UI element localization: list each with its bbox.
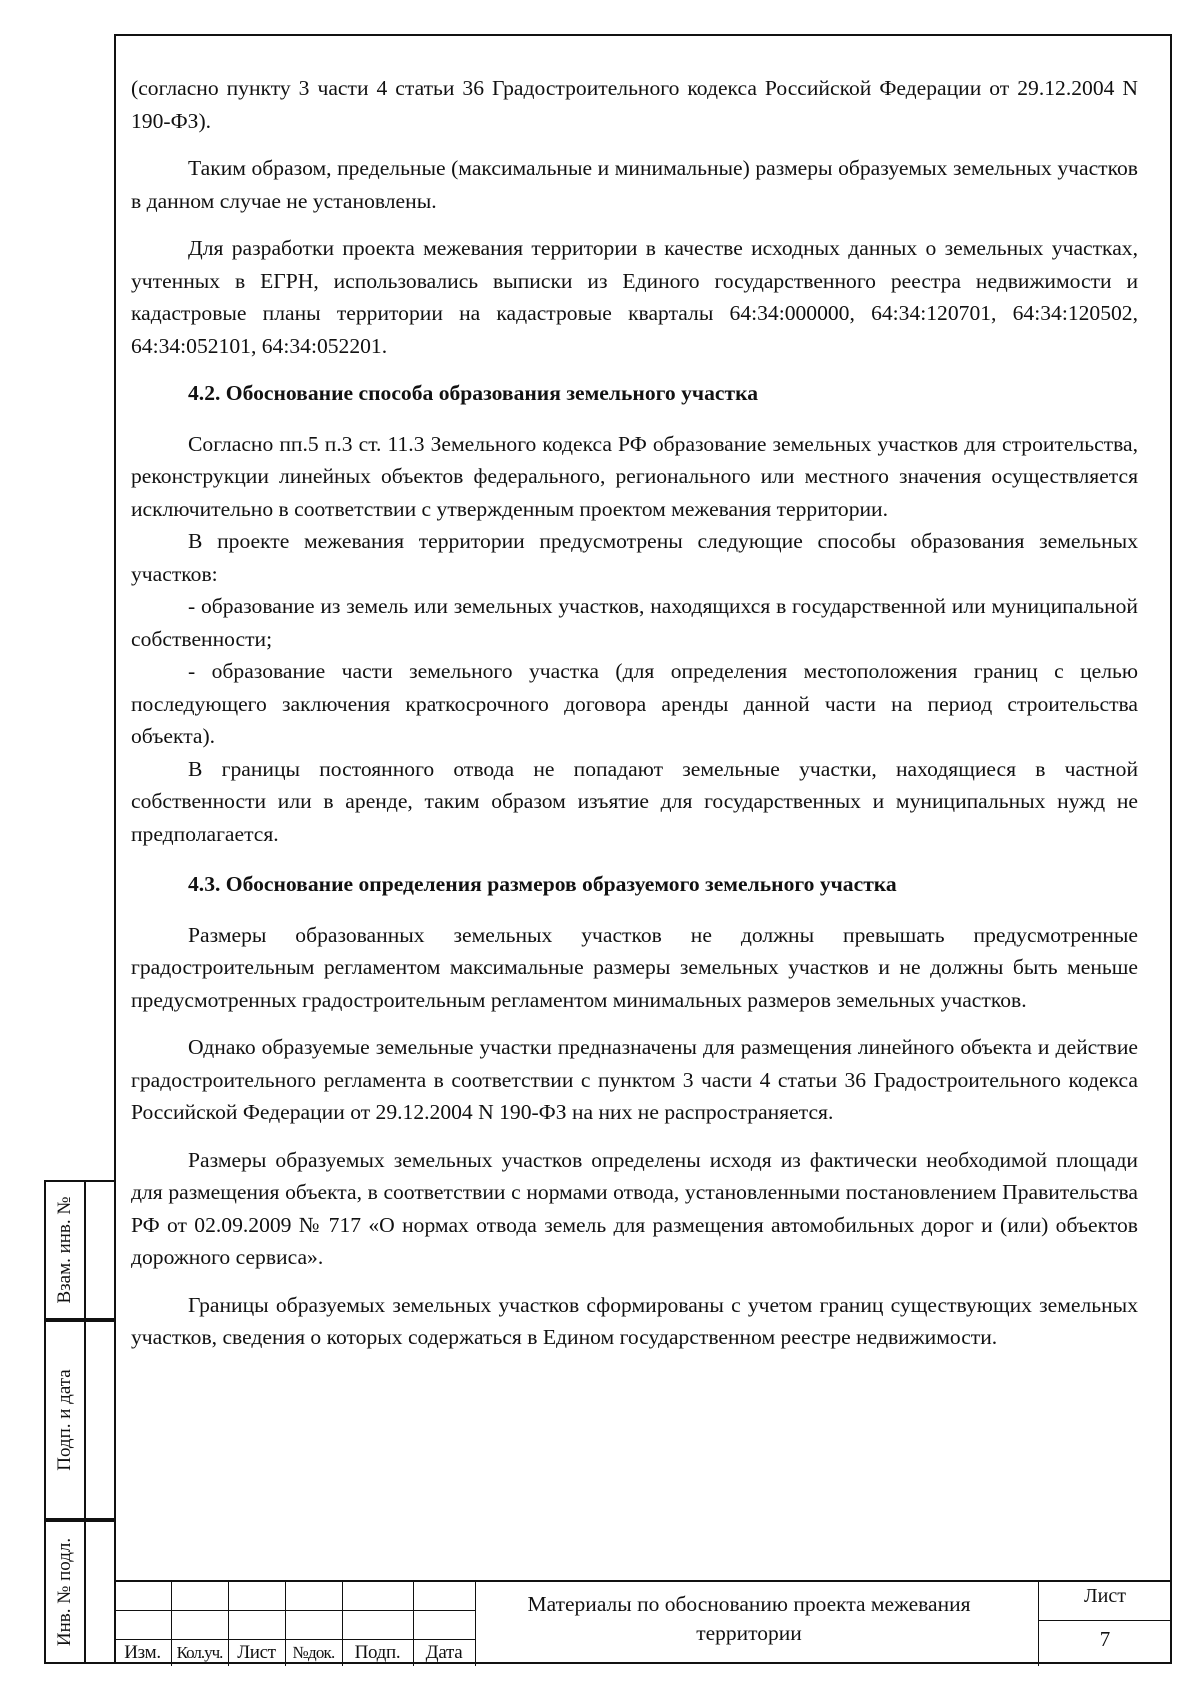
paragraph: Для разработки проекта межевания территории в качестве исходных данных о земельных участках, учтенных в ЕГРН, использовались выписки из Единого государственного реестра недвижимости и кадастровые планы территории на кадастровые кварталы 64:34:000000, 64:34:120701, 64:34:120502, 64:34:052101, 64:34:052201.	[131, 236, 1138, 358]
paragraph: Однако образуемые земельные участки предназначены для размещения линейного объекта и действие градостроительного регламента в соответствии с пунктом 3 части 4 статьи 36 Градостроительного кодекса Российской Федерации от 29.12.2004 N 190-ФЗ на них не распространяется.	[131, 1035, 1138, 1124]
document-title: Материалы по обоснованию проекта межевания территории	[527, 1592, 971, 1645]
title-block	[114, 1580, 1172, 1664]
col-podp: Подп.	[354, 1642, 401, 1663]
col-data: Дата	[425, 1642, 463, 1663]
paragraph: Таким образом, предельные (максимальные и минимальные) размеры образуемых земельных участков в данном случае не установлены.	[131, 156, 1138, 213]
sheet-number: 7	[1099, 1627, 1111, 1651]
side-stamp-label: Взам. инв. №	[54, 1196, 75, 1304]
col-list: Лист	[237, 1642, 276, 1663]
paragraph: (согласно пункту 3 части 4 статьи 36 Градостроительного кодекса Российской Федерации от 29.12.2004 N 190-ФЗ).	[131, 76, 1138, 133]
side-stamp-vzam	[44, 1180, 114, 1320]
col-ndok: №док.	[292, 1643, 335, 1662]
list-item: - образование из земель или земельных участков, находящихся в государственной или муниципальной собственности;	[131, 594, 1138, 651]
paragraph: В проекте межевания территории предусмотрены следующие способы образования земельных участков:	[131, 529, 1138, 586]
side-stamp-label: Инв. № подл.	[54, 1537, 75, 1647]
section-heading-4-3: 4.3. Обоснование определения размеров образуемого земельного участка	[188, 872, 897, 896]
col-izm: Изм.	[124, 1642, 161, 1663]
paragraph: Размеры образуемых земельных участков определены исходя из фактически необходимой площади для размещения объекта, в соответствии с нормами отвода, установленными постановлением Правительства РФ от 02.09.2009 № 717 «О нормах отвода земель для размещения автомобильных дорог и (или) объектов дорожного сервиса».	[131, 1147, 1138, 1269]
side-stamp-podp	[44, 1320, 114, 1520]
section-heading-4-2: 4.2. Обоснование способа образования земельного участка	[188, 381, 758, 405]
side-stamp-inv	[44, 1520, 114, 1664]
paragraph: Размеры образованных земельных участков не должны превышать предусмотренные градостроительным регламентом максимальные размеры земельных участков и не должны быть меньше предусмотренных градостроительным регламентом минимальных размеров земельных участков.	[131, 922, 1138, 1012]
side-stamp-label: Подп. и дата	[54, 1369, 75, 1471]
paragraph: Границы образуемых земельных участков сформированы с учетом границ существующих земельных участков, сведения о которых содержаться в Едином государственном реестре недвижимости.	[131, 1292, 1138, 1349]
col-koluch: Кол.уч.	[176, 1643, 223, 1662]
paragraph: Согласно пп.5 п.3 ст. 11.3 Земельного кодекса РФ образование земельных участков для строительства, реконструкции линейных объектов федерального, регионального или местного значения осуществляется исключительно в соответствии с утвержденным проектом межевания территории.	[131, 431, 1138, 521]
document-body	[131, 72, 1138, 1354]
sheet-label: Лист	[1084, 1585, 1126, 1607]
list-item: - образование части земельного участка (для определения местоположения границ с целью последующего заключения краткосрочного договора аренды данной части на период строительства объекта).	[131, 659, 1138, 748]
paragraph: В границы постоянного отвода не попадают земельные участки, находящиеся в частной собственности или в аренде, таким образом изъятие для государственных и муниципальных нужд не предполагается.	[131, 756, 1138, 846]
